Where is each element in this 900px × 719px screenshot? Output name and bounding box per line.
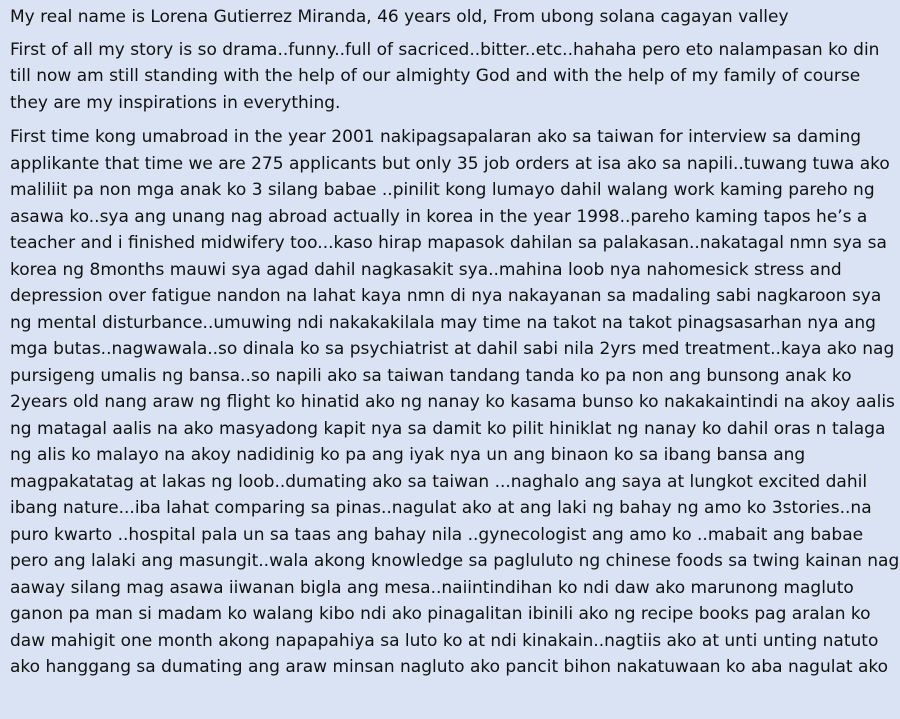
paragraph-2-line: maliliit pa non mga anak ko 3 silang babae ..pinilit kong lumayo dahil walang work kaming pareho ng [10,180,875,200]
paragraph-1-line: First of all my story is so drama..funny..full of sacriced..bitter..etc..hahaha pero eto nalampasan ko din [10,39,880,60]
paragraph-2-line: puro kwarto ..hospital pala un sa taas ang bahay nila ..gynecologist ang amo ko ..mabait ang babae [10,524,864,545]
paragraph-2-line: magpakatatag at lakas ng loob..dumating ako sa taiwan ...naghalo ang saya at lungkot excited dahil [10,471,868,492]
paragraph-2-line: pursigeng umalis ng bansa..so napili ako sa taiwan tandang tanda ko pa non ang bunsong anak ko [10,365,852,386]
paragraph-2-line: depression over fatigue nandon na lahat kaya nmn di nya nakayanan sa madaling sabi nagkaroon sya [10,286,882,306]
paragraph-2-line: ng matagal aalis na ako masyadong kapit nya sa damit ko pilit hiniklat ng nanay ko dahil oras n talaga [10,418,886,439]
paragraph-2-line: korea ng 8months mauwi sya agad dahil nagkasakit sya..mahina loob nya nahomesick stress and [10,259,842,280]
paragraph-2-line: aaway silang mag asawa iiwanan bigla ang mesa..naiintindihan ko ndi daw ako marunong magluto [10,577,854,598]
paragraph-2-line: ako hanggang sa dumating ang araw minsan nagluto ako pancit bihon nakatuwaan ko aba nagulat ako [10,657,889,677]
paragraph-2-line: mga butas..nagwawala..so dinala ko sa psychiatrist at dahil sabi nila 2yrs med treatment..kaya ako nag [10,339,895,359]
paragraph-2-line: ganon pa man si madam ko walang kibo ndi ako pinagalitan ibinili ako ng recipe books pag aralan ko [10,604,871,624]
paragraph-2-line: daw mahigit one month akong napapahiya sa luto ko at ndi kinakain..nagtiis ako at unti unting natuto [10,630,879,651]
intro-line: My real name is Lorena Gutierrez Miranda, 46 years old, From ubong solana cagayan valley [10,7,789,27]
paragraph-2-line: ibang nature...iba lahat comparing sa pinas..nagulat ako at ang laki ng bahay ng amo ko 3stories..na [10,498,872,518]
paragraph-2 [10,124,900,681]
paragraph-2-line: pero ang lalaki ang masungit..wala akong knowledge sa pagluluto ng chinese foods sa twing kainan nag [10,551,900,571]
paragraph-2-line: ng mental disturbance..umuwing ndi nakakakilala may time na takot na takot pinagsasarhan nya ang [10,312,876,333]
paragraph-2-line: 2years old nang araw ng flight ko hinatid ako ng nanay ko kasama bunso ko nakakaintindi na akoy aalis [10,392,895,412]
paragraph-1 [10,37,890,117]
paragraph-2-line: First time kong umabroad in the year 2001 nakipagsapalaran ako sa taiwan for interview sa daming [10,127,862,147]
paragraph-2-line: teacher and i finished midwifery too...kaso hirap mapasok dahilan sa palakasan..nakatagal nmn sya sa [10,233,887,253]
paragraph-2-line: applikante that time we are 275 applicants but only 35 job orders at isa ako sa napili..tuwang tuwa ako [10,153,890,174]
paragraph-2-line: asawa ko..sya ang unang nag abroad actually in korea in the year 1998..pareho kaming tapos he’s a [10,206,868,227]
paragraph-1-line: they are my inspirations in everything. [10,92,341,113]
paragraph-1-line: till now am still standing with the help of our almighty God and with the help of my family of course [10,66,861,86]
paragraph-2-line: ng alis ko malayo na akoy nadidinig ko pa ang iyak nya un ang binaon ko sa ibang bansa ang [10,445,806,465]
